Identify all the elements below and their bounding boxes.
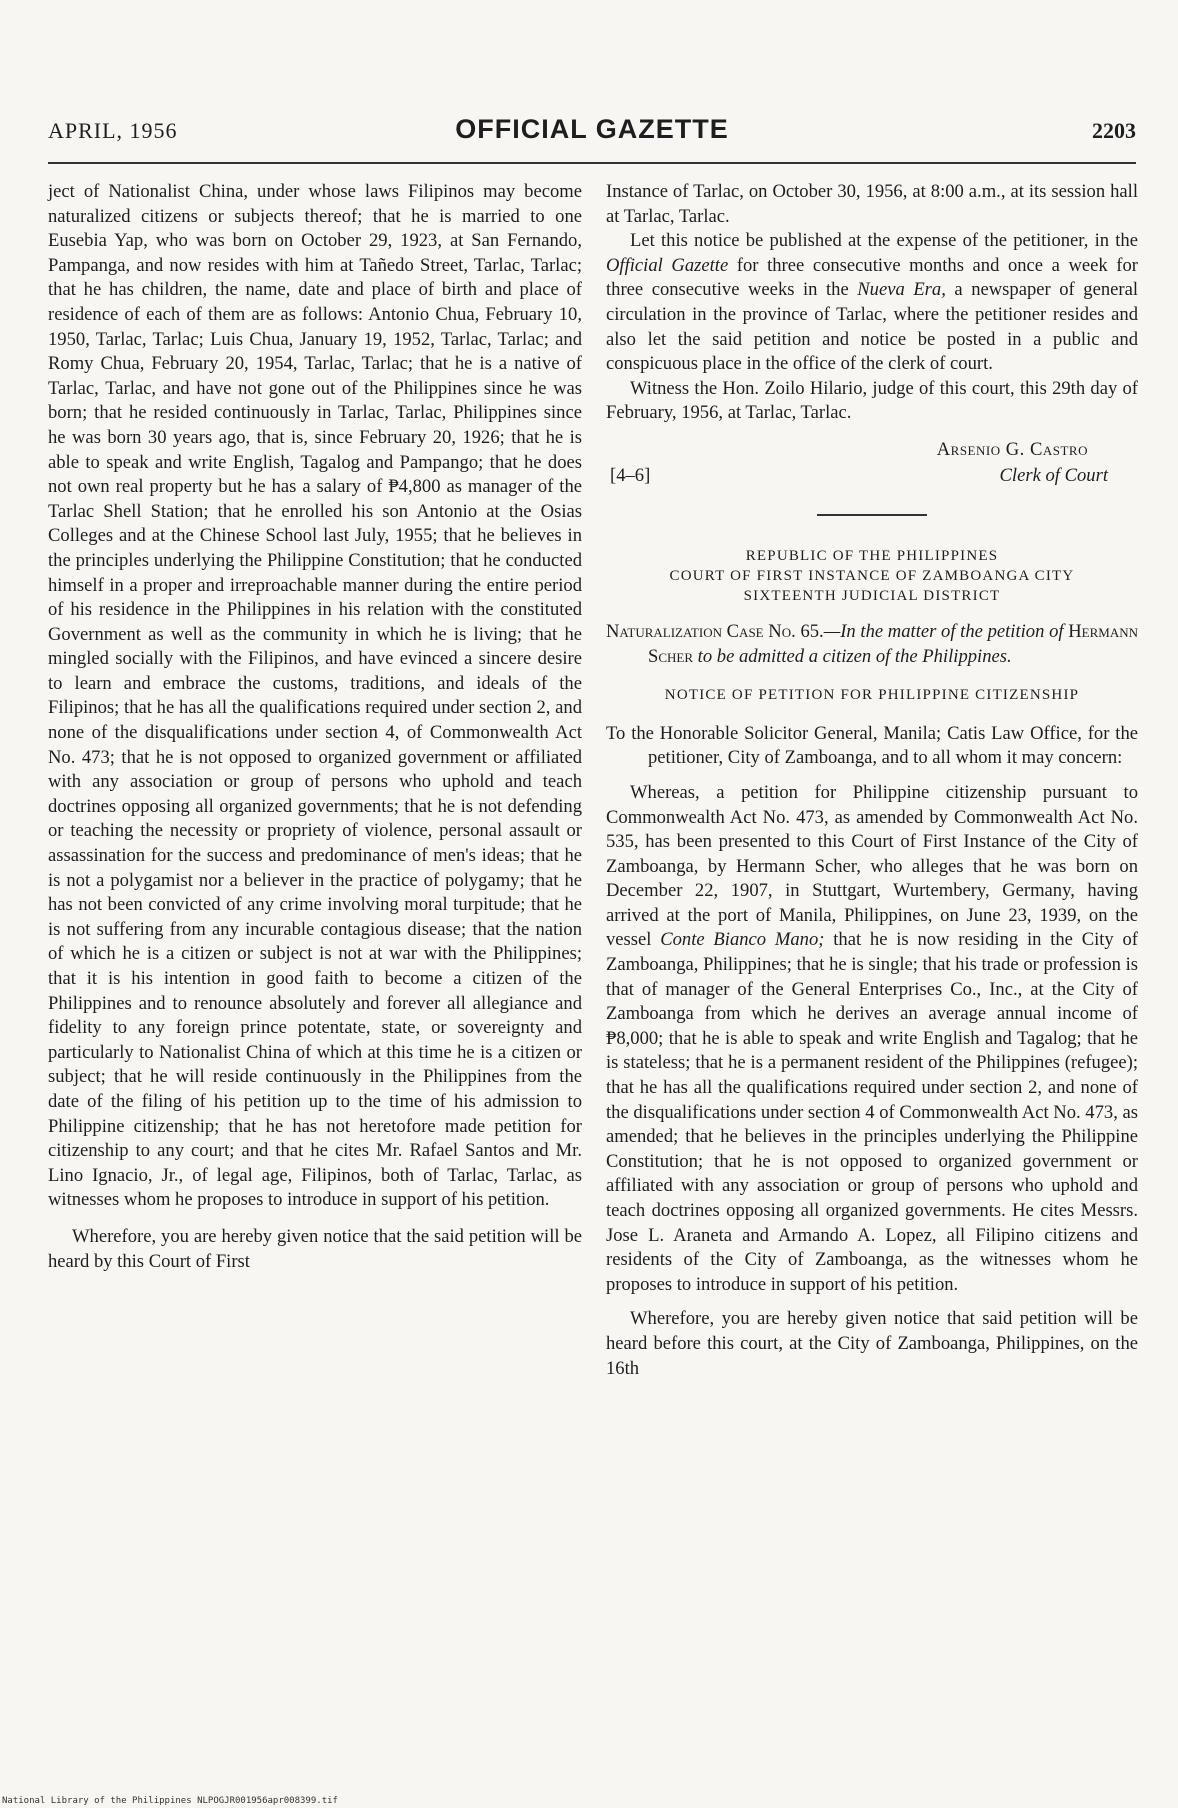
text-fragment: for three consecutive months and once a week for three consecutive weeks in the — [606, 254, 1138, 301]
case-label: Naturalization Case No. 65. — [606, 620, 824, 642]
right-paragraph-1: Instance of Tarlac, on October 30, 1956, at 8:00 a.m., at its session hall at Tarlac, Tarlac. — [606, 181, 1138, 227]
case-caption — [606, 620, 1138, 669]
section-divider — [817, 514, 927, 516]
court-line-1: REPUBLIC OF THE PHILIPPINES — [745, 547, 999, 564]
text-fragment: a newspaper of general circulation in the province of Tarlac, where the petitioner resides and also let the said petition and notice be posted in a public and conspicuous place in the office of the clerk of court. — [606, 279, 1138, 375]
reference-number: [4–6] — [610, 464, 651, 486]
page-number: 2203 — [1092, 118, 1136, 143]
publication-title: OFFICIAL GAZETTE — [455, 114, 729, 144]
signatory-name: Arsenio G. Castro — [936, 438, 1088, 460]
page-header — [48, 112, 1136, 154]
notice-address: To the Honorable Solicitor General, Manila; Catis Law Office, for the petitioner, City of Zamboanga, and to all whom it may concern: — [606, 722, 1138, 769]
left-paragraph-2: Wherefore, you are hereby given notice that the said petition will be heard by this Court of First — [48, 1225, 582, 1272]
left-column — [48, 180, 582, 1274]
gazette-italic: Official Gazette — [606, 254, 729, 276]
right-column — [606, 180, 1138, 1381]
issue-date: APRIL, 1956 — [48, 118, 178, 143]
header-rule — [48, 162, 1136, 164]
right-paragraph-5: Wherefore, you are hereby given notice that said petition will be heard before this court, at the City of Zamboanga, Philippines, on the 16th — [606, 1308, 1138, 1379]
right-paragraph-4 — [606, 781, 1138, 1297]
text-fragment: Let this notice be published at the expense of the petitioner, in the — [630, 230, 1138, 252]
signatory-title: Clerk of Court — [999, 464, 1108, 486]
right-paragraph-2 — [606, 229, 1138, 377]
court-line-3: SIXTEENTH JUDICIAL DISTRICT — [743, 587, 1001, 604]
vessel-italic: Conte Bianco Mano; — [660, 929, 825, 951]
scan-footer: National Library of the Philippines NLPOGJR001956apr008399.tif — [2, 1796, 338, 1806]
text-fragment: Whereas, a petition for Philippine citizenship pursuant to Commonwealth Act No. 473, as amended by Commonwealth Act No. 535, has been presented to this Court of First Instance of the City of Zamboanga, by Hermann Scher, who alleges that he was born on December 22, 1907, in Stuttgart, Wurtembery, Germany, having arrived at the port of Manila, Philippines, on June 23, 1939, on the vessel — [606, 781, 1138, 951]
left-paragraph-1: ject of Nationalist China, under whose laws Filipinos may become naturalized citizens or subjects thereof; that he is married to one Eusebia Yap, who was born on October 29, 1923, at San Fernando, Pampanga, and now resides with him at Tañedo Street, Tarlac, Tarlac; that he has children, the name, date and place of birth and place of residence of each of them are as follows: Antonio Chua, February 10, 1950, Tarlac, Tarlac; Luis Chua, January 19, 1952, Tarlac, Tarlac; and Romy Chua, February 20, 1954, Tarlac, Tarlac; that he is a native of Tarlac, Tarlac, and have not gone out of the Philippines since he was born; that he resided continuously in Tarlac, Tarlac, Philippines since he was born 30 years ago, that is, since February 20, 1926; that he is able to speak and write English, Tagalog and Pampango; that he does not own real property but he has a salary of ₱4,800 as manager of the Tarlac Shell Station; that he enrolled his son Antonio at the Osias Colleges and at the Chinese School last July, 1955; that he believes in the principles underlying the Philippine Constitution; that he conducted himself in a proper and irreproachable manner during the entire period of his residence in the Philippines in his relation with the constituted Government as well as the community in which he is living; that he mingled socially with the Filipinos, and have evinced a sincere desire to learn and embrace the customs, traditions, and ideals of the Filipinos; that he has all the qualifications required under section 2, and none of the disqualifications under section 4, of Commonwealth Act No. 473; that he is not opposed to organized government or affiliated with any association or group of persons who uphold and teach doctrines opposing all organized governments; that he is not defending or teaching the necessity or propriety of violence, personal assault or assassination for the success and predominance of men's ideas; that he is not a polygamist nor a believer in the practice of polygamy; that he has not been convicted of any crime involving moral turpitude; that he is not suffering from any incurable contagious disease; that the nation of which he is a citizen or subject is not at war with the Philippines; that it is his intention in good faith to become a citizen of the Philippines and to renounce absolutely and forever all allegiance and fidelity to any foreign prince potentate, state, or sovereignty and particularly to Nationalist China of which at this time he is a citizen or subject; that he will reside continuously in the Philippines from the date of the filing of his petition up to the time of his admission to Philippine citizenship; that he has not heretofore made petition for citizenship to any court; and that he cites Mr. Rafael Santos and Mr. Lino Ignacio, Jr., of legal age, Filipinos, both of Tarlac, Tarlac, as witnesses whom he proposes to introduce in support of his petition. — [48, 181, 582, 1211]
court-heading — [606, 546, 1138, 606]
court-line-2: COURT OF FIRST INSTANCE OF ZAMBOANGA CITY — [669, 567, 1075, 584]
case-title: to be admitted a citizen of the Philippines. — [693, 645, 1012, 667]
case-title: —In the matter of the petition of — [823, 620, 1069, 642]
notice-heading: NOTICE OF PETITION FOR PHILIPPINE CITIZENSHIP — [664, 687, 1080, 704]
petitioner-name: Hermann Scher — [648, 620, 1138, 667]
newspaper-italic: Nueva Era, — [857, 279, 946, 301]
signature-block — [606, 438, 1138, 494]
right-paragraph-3: Witness the Hon. Zoilo Hilario, judge of this court, this 29th day of February, 1956, at Tarlac, Tarlac. — [606, 377, 1138, 424]
text-fragment: that he is now residing in the City of Zamboanga, Philippines; that he is single; that his trade or profession is that of manager of the General Enterprises Co., Inc., at the City of Zamboanga from which he derives an average annual income of ₱8,000; that he is able to speak and write English and Tagalog; that he is stateless; that he is a permanent resident of the Philippines (refugee); that he has all the qualifications required under section 2, and none of the disqualifications under section 4 of Commonwealth Act No. 473, as amended; that he believes in the principles underlying the Philippine Constitution; that he is not opposed to organized government or affiliated with any association or group of persons who uphold and teach doctrines opposing all organized governments. He cites Messrs. Jose L. Araneta and Armando A. Lopez, all Filipino citizens and residents of the City of Zamboanga, as the witnesses whom he proposes to introduce in support of his petition. — [606, 929, 1139, 1295]
